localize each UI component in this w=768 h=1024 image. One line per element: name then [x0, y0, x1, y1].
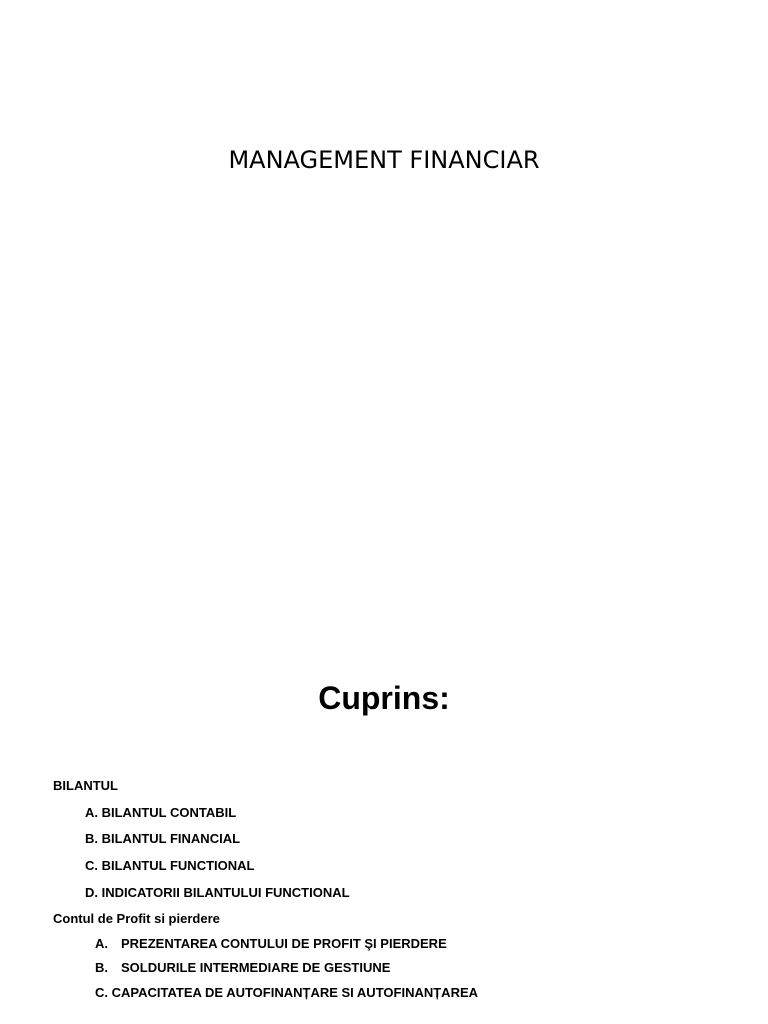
toc-item-marker: B.	[95, 960, 108, 975]
toc-item-bilantul-financial: B. BILANTUL FINANCIAL	[85, 831, 241, 846]
toc-item-text: SOLDURILE INTERMEDIARE DE GESTIUNE	[121, 960, 391, 975]
toc-item-capacitatea: C. CAPACITATEA DE AUTOFINANȚARE SI AUTOFINANȚAREA	[95, 985, 479, 1000]
toc-section-bilantul: BILANTUL	[53, 778, 118, 793]
toc-item-marker: A.	[95, 936, 108, 951]
toc-item-bilantul-contabil: A. BILANTUL CONTABIL	[85, 805, 237, 820]
toc-section-contul-profit: Contul de Profit si pierdere	[53, 911, 220, 926]
toc-heading: Cuprins:	[318, 680, 450, 716]
toc-item-prezentarea	[95, 936, 447, 952]
toc-item-indicatorii: D. INDICATORII BILANTULUI FUNCTIONAL	[85, 885, 350, 900]
toc-item-bilantul-functional: C. BILANTUL FUNCTIONAL	[85, 858, 255, 873]
toc-item-soldurile	[95, 960, 390, 976]
document-title: MANAGEMENT FINANCIAR	[228, 146, 540, 174]
toc-item-text: PREZENTAREA CONTULUI DE PROFIT ŞI PIERDERE	[121, 936, 447, 951]
